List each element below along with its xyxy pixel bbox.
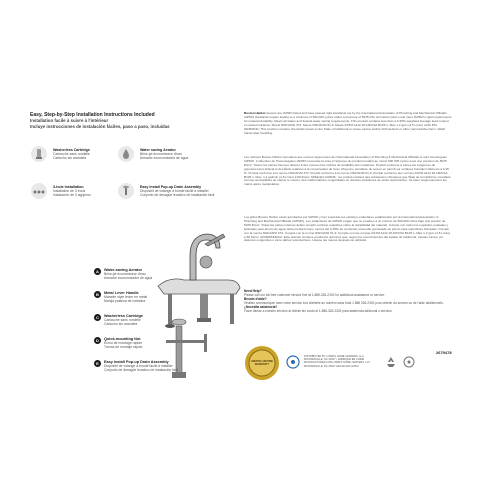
feature-fr: Cartouche sans rondelle [53,152,90,157]
callout-es: Tuerca de montaje rápido [104,345,143,350]
callout-badge: D [94,337,101,344]
callout-fr: Brise-jet économiseur d'eau [104,272,146,277]
recycle-icon [384,355,398,369]
feature-es: Instalación de 3 agujeros [53,193,91,198]
english-body: faucets are IAPMO listed and have passed rigid standards set by the International Association of Plumbing and Mechanical Officials. IAPMO standards require testing to a minimum of 500,000 cycles under a pressure of 50±5 PSI. All interior parts must meet IAPMO's rigid requirements for material durability. Meets all states and federal water saving requirements. This product contains less than a 0.25% weighted average lead content on wetted surfaces. Meets NSF/ANSI 372. Meets NSF/ANSI 61-9. Meets ASTM A112.18.1M/CSA B125.1. Max 1.2 gpm (4.5 L/min) at 60 PSI. WARNING: This product contains chemicals known to the State of California to cause cancer and/or birth defects or other reproductive harm. Wash hands after handling. [244,111,452,135]
distributor-text: DISTRIBUTED BY LOWE'S HOME CENTERS, LLC, MOORESVILLE, NC 28117 • FABRIQUÉ EN CHINE MANUFACTURED FOR LOWE'S HOME CENTERS, LLC MOORESVILLE, NC 28117 HECHO EN CHINA [304,355,371,368]
footer-logos [244,345,464,381]
feature-title: 3-hole Installation [53,185,84,189]
three-hole-icon [31,183,47,199]
cartridge-icon [31,146,47,162]
help-title-fr: Besoin d'aide? [244,297,267,301]
feature-fr: Dispositif de vidange à bonde facile à installer [140,189,209,194]
french-body: Les robinets Boston Harbor répondent aux normes rigoureuses de l'International Association of Plumbing & Mechanical Officials et sont homologués IAPMO. L'obtention de l'homologation IAPMO nécessite la mise à l'épreuve du produit pendant au moins 500 000 cycles sous une pression de 50±5 lb/po². Toutes les pièces internes doivent à des normes très strictes de durabilité des matériaux. Produit conforme à toutes les exigences du gouvernement fédéral et des États relatives à la conservation de l'eau. Moyenne pondérée du teneur en plomb sur surfaces humides inférieure à 0,25 %. Produit conforme à la norme NSF/ANSI 372. Produit conforme à la norme NSF/ANSI 61-9. Produit conforme aux normes ASTM A112.18.1M/CSA B125.1. Max. 1,2 gal/min (4,5 L/min) à 60 lb/po². MISE EN GARDE : Ce produit contient des substances chimiques que l'État de la Californie considère comme susceptibles de causer le cancer, des malformations congénitales ou d'autres problèmes de santé reproductive. Se laver soigneusement les mains après manipulation. [244,155,451,187]
callout-es: Cartucho sin arandela [104,322,138,327]
help-section [244,289,452,313]
callout-title: Easy Install Pop-up Drain Assembly [104,360,169,364]
spanish-body: Los grifos Boston Harbor están aprobados por IAPMO y han superado los estrictos estándares establecidos por la International Association of Plumbing and Mechanical Officials (IAPMO). Los estándares de IAPMO exigen que se prueben a un mínimo de 500,000 ciclos bajo una presión de 50±5 lb/po². Todas las partes internas deben cumplir estrictos requisitos sobre la durabilidad del material. Cumple con todos los requisitos estatales y federales para ahorro de agua. Este producto tiene menos del 0.25% de contenido promedio ponderado de plomo para superficies húmedas. Cumple con la norma NSF/ANSI 372. Cumple con la norma NSF/ANSI 61-9. Cumple con las normas ASTM A112.18.1M/CSA B125.1. Máx 1.2 gpm (4.5 L/min) a 60 lb/po². ADVERTENCIA: Este artículo contiene productos químicos que, según los conocimientos del estado de California, causan cáncer y/o defectos congénitos u otros daños reproductivos. Lávese las manos después de utilizarlo. [244,215,450,243]
feature-es: Conjunto de desagüe levadizo de instalación fácil [140,193,215,198]
callout-title: Water-saving Aerator [104,268,143,272]
english-description [244,112,452,135]
callout-title: Quick-mounting Nut [104,337,141,341]
feature-es: Aireador economizador de agua [140,156,189,161]
callout-es: Aireador economizador de agua [104,276,153,281]
feature-fr: Installation de 3 trous [53,189,86,194]
instructions-title-es: Incluye instrucciones de instalación fáciles, paso a paso, incluidas [30,124,170,129]
french-description [244,156,452,187]
warranty-badge-label: LIMITED LIFETIME WARRANTY [250,360,274,366]
help-title-es: ¿Necesita asistencia? [244,305,278,309]
callout-es: Conjunto de desagüe levadizo de instalación fácil [104,368,179,373]
callout-fr: Manette style levier en métal [104,295,148,300]
feature-es: Cartucho sin arandela [53,156,87,161]
certification-icon [286,355,300,369]
brand-name: Boston Harbor [244,111,266,115]
drain-icon [118,183,134,199]
callout-badge: A [94,268,101,275]
pump-icon [402,355,416,369]
help-body-fr: Veuillez communiquer avec notre service à la clientèle au numéro sans frais 1 888 326-2302 pour obtenir du service ou de l'aide additionnels. [244,301,444,305]
callout-fr: Cartouche sans rondelle [104,318,141,323]
feature-fr: Brise-jet économiseur d'eau [140,152,182,157]
feature-title: Easy Install Pop-up Drain Assembly [140,185,202,189]
product-code: 2679478 [436,350,452,355]
spanish-description [244,216,452,243]
feature-title: Water saving Aerator [140,148,176,152]
callout-title: Washerless Cartridge [104,314,143,318]
help-body-es: Favor llamar a nuestro servicio al cliente sin costo al 1-888-326-2302 para asistencia adicional o servicio. [244,309,393,313]
callout-fr: Écrou de montage rapide [104,341,143,346]
callout-badge: E [94,360,101,367]
help-title: Need Help? [244,289,262,293]
feature-title: Washerless Cartridge [53,148,90,152]
callout-badge: C [94,314,101,321]
instructions-title: Easy, Step-by-Step Installation Instructions Included [30,112,155,118]
callout-title: Metal Lever Handle [104,291,139,295]
callout-es: Manija palanca de metálica [104,299,146,304]
help-body: Please call our toll-free customer service line at 1-888-326-2302 for additional assistance or service. [244,293,386,297]
water-drop-icon [118,146,134,162]
instructions-title-fr: Installation facile à suivre à l'intérieur [30,118,109,123]
callout-fr: Dispositif de vidange à bonde facile à installer [104,364,173,369]
callout-badge: B [94,291,101,298]
